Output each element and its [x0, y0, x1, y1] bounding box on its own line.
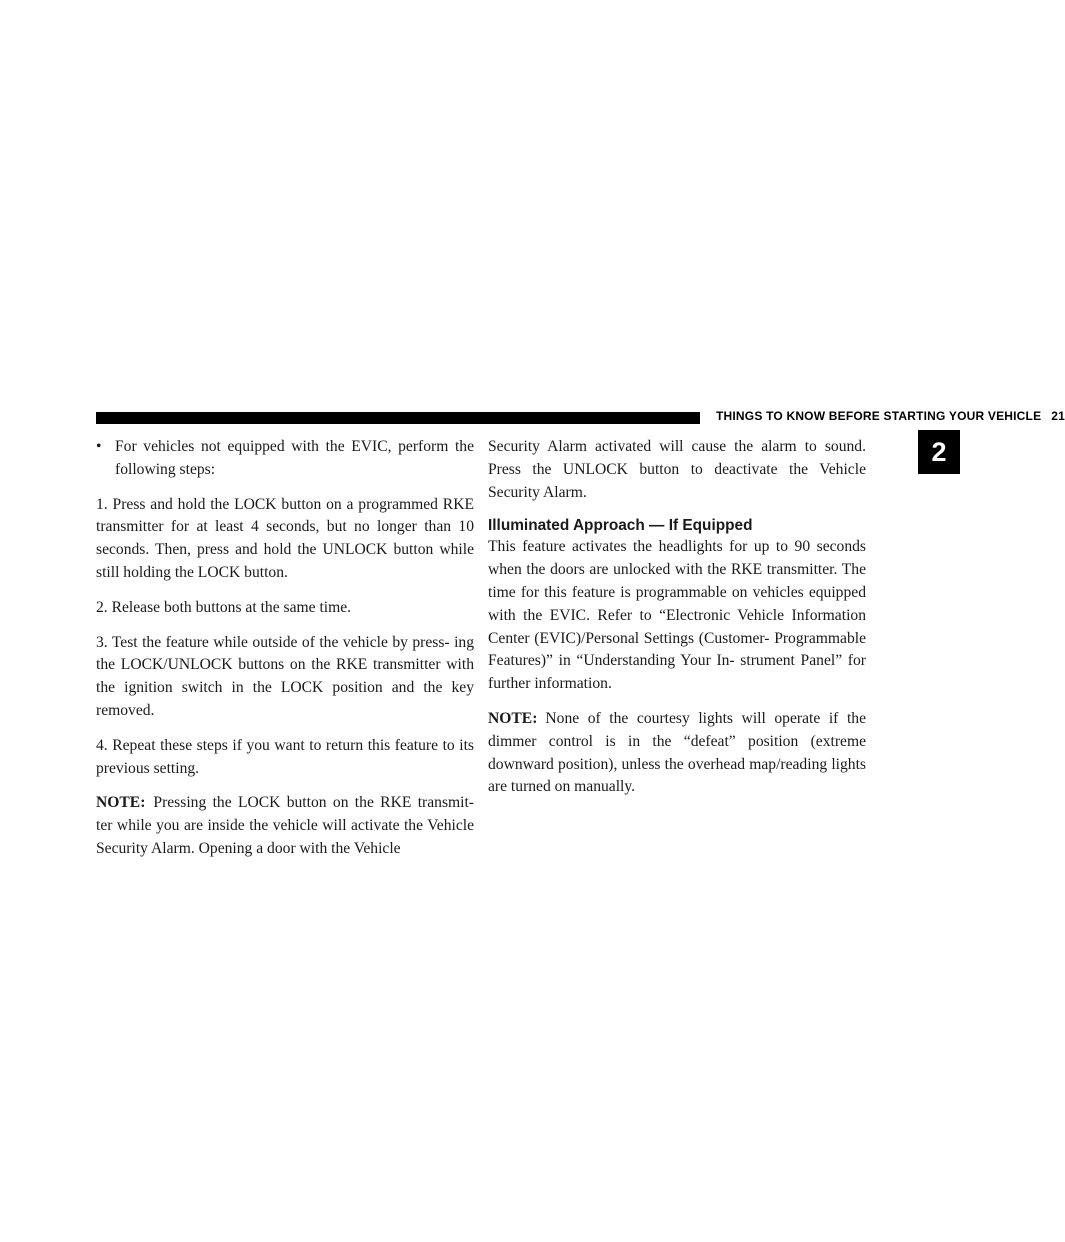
- header-rule: [96, 412, 700, 424]
- bullet-text: For vehicles not equipped with the EVIC, perform the following steps:: [115, 438, 474, 478]
- bullet-icon: •: [96, 438, 102, 455]
- note-text: Pressing the LOCK button on the RKE transmit- ter while you are inside the vehicle will activate the Vehicle Security Alarm. Opening a door with the Vehicle: [96, 794, 474, 857]
- note-label-right: NOTE:: [488, 709, 538, 727]
- continuation-paragraph: Security Alarm activated will cause the alarm to sound. Press the UNLOCK button to deactivate the Vehicle Security Alarm.: [488, 438, 866, 501]
- note-paragraph-right: [488, 708, 866, 799]
- step-1: 1. Press and hold the LOCK button on a programmed RKE transmitter for at least 4 seconds, but no longer than 10 seconds. Then, press and hold the UNLOCK button while still holding the LOCK button.: [96, 495, 474, 581]
- step-2: 2. Release both buttons at the same time.: [96, 598, 352, 616]
- section-body: This feature activates the headlights for up to 90 seconds when the doors are unlocked with the RKE transmitter. The time for this feature is programmable on vehicles equipped with the EVIC. Refer to “Electronic Vehicle Information Center (EVIC)/Personal Settings (Customer- Programmable Features)” in “Understanding Your In- strument Panel” for further information.: [488, 538, 866, 693]
- chapter-tab: 2: [918, 430, 960, 474]
- right-column: [488, 436, 866, 811]
- page-number: 21: [1051, 409, 1065, 423]
- running-head: [716, 409, 1065, 423]
- section-heading: Illuminated Approach — If Equipped: [488, 517, 753, 535]
- running-head-title: THINGS TO KNOW BEFORE STARTING YOUR VEHICLE: [716, 409, 1042, 423]
- note-paragraph: [96, 792, 474, 860]
- step-3: 3. Test the feature while outside of the vehicle by press- ing the LOCK/UNLOCK buttons on the RKE transmitter with the ignition switch in the LOCK position and the key removed.: [96, 633, 474, 719]
- note-label: NOTE:: [96, 794, 146, 812]
- note-text-right: None of the courtesy lights will operate if the dimmer control is in the “defeat” position (extreme downward position), unless the overhead map/reading lights are turned on manually.: [488, 709, 866, 796]
- left-column: [96, 436, 474, 873]
- step-4: 4. Repeat these steps if you want to return this feature to its previous setting.: [96, 736, 474, 777]
- bullet-item: [96, 436, 474, 482]
